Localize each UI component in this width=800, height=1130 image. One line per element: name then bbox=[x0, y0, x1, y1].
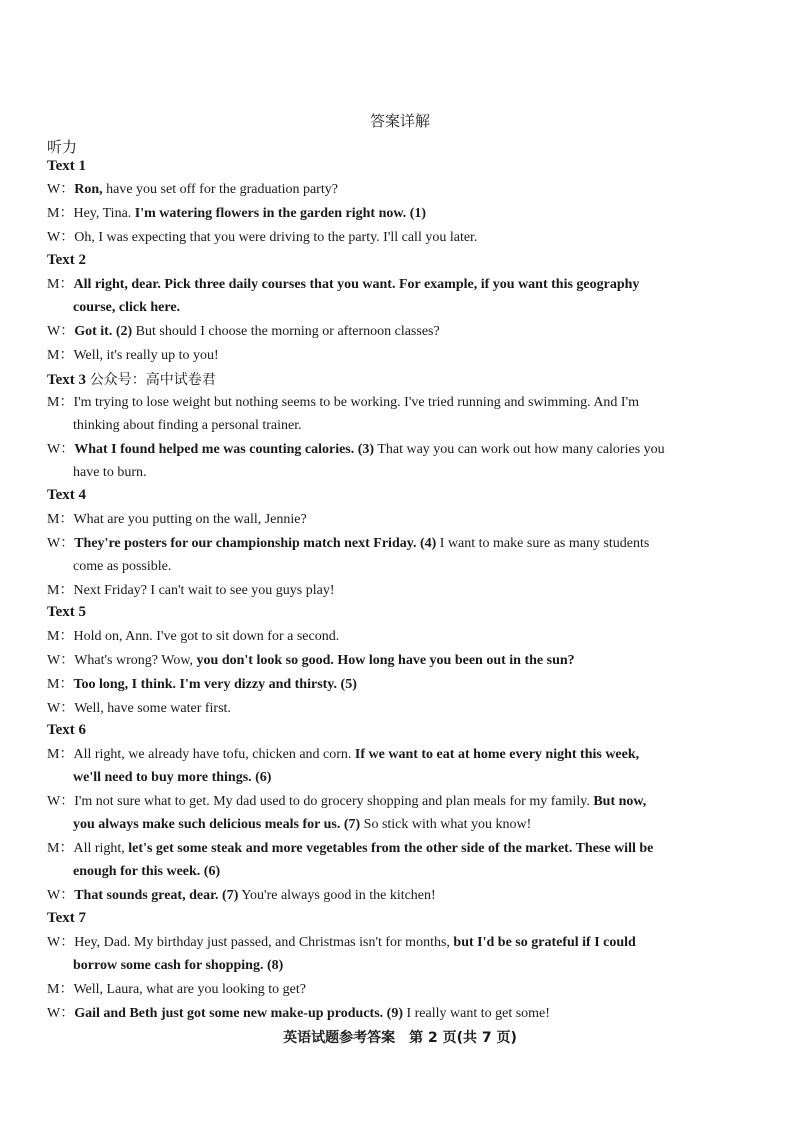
dialogue-text: I'm trying to lose weight but nothing seems to be working. I've tried running and swimming. And I'm bbox=[73, 395, 640, 410]
text2-line1 bbox=[47, 273, 753, 296]
speaker: M： bbox=[47, 512, 74, 527]
text6-heading: Text 6 bbox=[47, 722, 87, 738]
answer-text: If we want to eat at home every night this week, bbox=[354, 747, 640, 762]
dialogue-text: All right, bbox=[73, 841, 129, 856]
text1-line3 bbox=[47, 226, 753, 249]
answer-text: you always make such delicious meals for us. (7) bbox=[73, 817, 361, 832]
answer-text: I'm watering flowers in the garden right now. (1) bbox=[134, 206, 427, 221]
dialogue-text: Oh, I was expecting that you were driving to the party. I'll call you later. bbox=[74, 230, 478, 245]
dialogue-text: Hold on, Ann. I've got to sit down for a second. bbox=[73, 629, 340, 644]
speaker: M： bbox=[47, 206, 74, 221]
text2-line2 bbox=[47, 320, 753, 343]
speaker: M： bbox=[47, 747, 74, 762]
dialogue-text: I want to make sure as many students bbox=[436, 536, 650, 551]
text4-line2-cont: come as possible. bbox=[73, 559, 172, 574]
text6-line3 bbox=[47, 837, 753, 860]
text6-line2-cont bbox=[73, 813, 753, 836]
text7-heading: Text 7 bbox=[47, 910, 87, 926]
text6-line2 bbox=[47, 790, 753, 813]
answer-text: What I found helped me was counting calories. (3) bbox=[74, 442, 375, 457]
answer-text: That sounds great, dear. (7) bbox=[74, 888, 239, 903]
speaker: W： bbox=[47, 536, 75, 551]
speaker: M： bbox=[47, 277, 74, 292]
dialogue-text: Well, Laura, what are you looking to get? bbox=[73, 982, 306, 997]
text2-line3 bbox=[47, 344, 753, 367]
text7-line2 bbox=[47, 978, 753, 1001]
dialogue-text: But should I choose the morning or afternoon classes? bbox=[132, 324, 440, 339]
dialogue-text: You're always good in the kitchen! bbox=[238, 888, 436, 903]
dialogue-text: Well, it's really up to you! bbox=[73, 348, 219, 363]
dialogue-text: Well, have some water first. bbox=[74, 701, 231, 716]
dialogue-text: I really want to get some! bbox=[402, 1006, 550, 1021]
answer-text: All right, dear. Pick three daily courses that you want. For example, if you want this geography bbox=[73, 277, 640, 292]
dialogue-text: So stick with what you know! bbox=[360, 817, 532, 832]
text1-heading: Text 1 bbox=[47, 158, 87, 174]
text4-line3 bbox=[47, 579, 753, 602]
answer-text: But now, bbox=[593, 794, 647, 809]
speaker: M： bbox=[47, 583, 74, 598]
speaker: W： bbox=[47, 182, 75, 197]
text7-line3 bbox=[47, 1002, 753, 1025]
dialogue-text: Hey, Dad. My birthday just passed, and Christmas isn't for months, bbox=[74, 935, 454, 950]
answer-text: Gail and Beth just got some new make-up products. (9) bbox=[74, 1006, 403, 1021]
dialogue-text: That way you can work out how many calories you bbox=[374, 442, 665, 457]
heading-label: Text 3 bbox=[47, 372, 87, 388]
speaker: W： bbox=[47, 230, 75, 245]
text5-line1 bbox=[47, 625, 753, 648]
text6-line4 bbox=[47, 884, 753, 907]
speaker: M： bbox=[47, 677, 74, 692]
text3-heading bbox=[47, 369, 216, 389]
page-footer: 英语试题参考答案 第 2 页(共 7 页) bbox=[283, 1030, 517, 1046]
watermark-note: 公众号：高中试卷君 bbox=[89, 372, 216, 388]
speaker: M： bbox=[47, 982, 74, 997]
speaker: W： bbox=[47, 888, 75, 903]
answer-text: let's get some steak and more vegetables from the other side of the market. These will be bbox=[128, 841, 654, 856]
answer-text: enough for this week. (6) bbox=[73, 864, 221, 879]
text1-line2 bbox=[47, 202, 753, 225]
speaker: M： bbox=[47, 629, 74, 644]
text7-line1 bbox=[47, 931, 753, 954]
text3-line1-cont: thinking about finding a personal trainer. bbox=[73, 418, 302, 433]
answer-text: but I'd be so grateful if I could bbox=[453, 935, 636, 950]
text5-heading: Text 5 bbox=[47, 604, 87, 620]
text4-heading: Text 4 bbox=[47, 487, 87, 503]
text7-line1-cont bbox=[73, 954, 753, 977]
speaker: M： bbox=[47, 395, 74, 410]
text3-line2 bbox=[47, 438, 753, 461]
text2-heading: Text 2 bbox=[47, 252, 87, 268]
text6-line3-cont bbox=[73, 860, 753, 883]
speaker: M： bbox=[47, 841, 74, 856]
answer-text: Too long, I think. I'm very dizzy and thirsty. (5) bbox=[73, 677, 357, 692]
page-title: 答案详解 bbox=[369, 112, 430, 130]
speaker: W： bbox=[47, 442, 75, 457]
speaker: W： bbox=[47, 701, 75, 716]
text5-line4 bbox=[47, 697, 753, 720]
section-listening: 听力 bbox=[47, 138, 78, 156]
speaker: W： bbox=[47, 1006, 75, 1021]
answer-text: you don't look so good. How long have you been out in the sun? bbox=[196, 653, 575, 668]
speaker: W： bbox=[47, 794, 75, 809]
speaker: M： bbox=[47, 348, 74, 363]
dialogue-text: What are you putting on the wall, Jennie? bbox=[73, 512, 307, 527]
text1-line1 bbox=[47, 178, 753, 201]
text5-line3 bbox=[47, 673, 753, 696]
dialogue-text: Next Friday? I can't wait to see you guys play! bbox=[73, 583, 335, 598]
text3-line1 bbox=[47, 391, 753, 414]
dialogue-text: All right, we already have tofu, chicken and corn. bbox=[73, 747, 355, 762]
answer-text: course, click here. bbox=[73, 300, 181, 315]
dialogue-text: Hey, Tina. bbox=[73, 206, 135, 221]
text2-line1-cont bbox=[73, 296, 753, 319]
text6-line1 bbox=[47, 743, 753, 766]
dialogue-text: What's wrong? Wow, bbox=[74, 653, 197, 668]
dialogue-text: have you set off for the graduation party? bbox=[102, 182, 338, 197]
speaker: W： bbox=[47, 324, 75, 339]
answer-text: we'll need to buy more things. (6) bbox=[73, 770, 272, 785]
text4-line1 bbox=[47, 508, 753, 531]
text5-line2 bbox=[47, 649, 753, 672]
speaker: W： bbox=[47, 935, 75, 950]
text4-line2 bbox=[47, 532, 753, 555]
speaker: W： bbox=[47, 653, 75, 668]
answer-text: Ron, bbox=[74, 182, 103, 197]
answer-text: They're posters for our championship match next Friday. (4) bbox=[74, 536, 437, 551]
answer-text: borrow some cash for shopping. (8) bbox=[73, 958, 284, 973]
text6-line1-cont bbox=[73, 766, 753, 789]
answer-text: Got it. (2) bbox=[74, 324, 133, 339]
text3-line2-cont: have to burn. bbox=[73, 465, 147, 480]
dialogue-text: I'm not sure what to get. My dad used to do grocery shopping and plan meals for my family. bbox=[74, 794, 594, 809]
